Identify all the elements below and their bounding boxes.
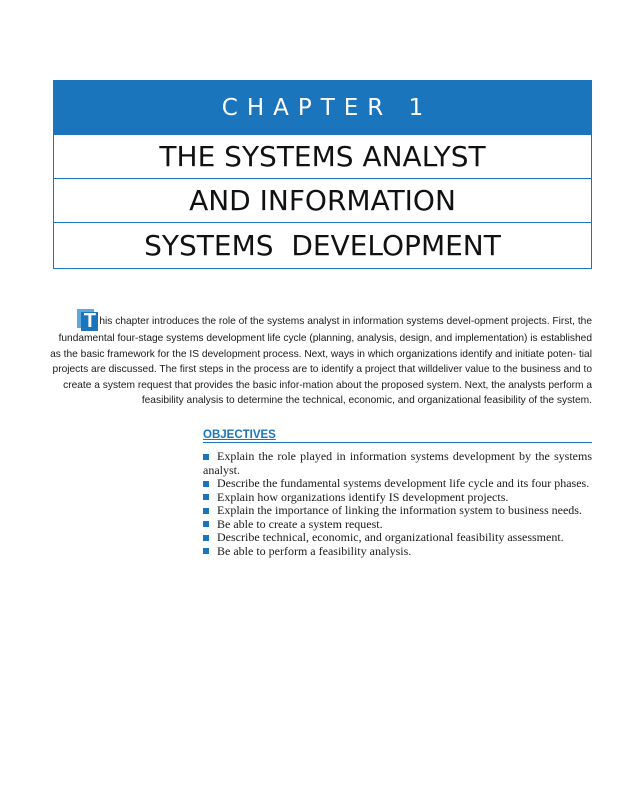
drop-cap: T [81,312,98,331]
intro-text: his chapter introduces the role of the systems analyst in information systems devel-opment projects. First, the fundamental four-stage systems development life cycle (planning, analysis, design, and implementation) is established as the basic framework for the IS development process. Next, ways in which organizations identify and initiate poten- tial projects are discussed. The first steps in the process are to identify a project that willdeliver value to the business and to create a system request that provides the basic infor-mation about the proposed system. Next, the analysts perform a feasibility analysis to determine the technical, economic, and organizational feasibility of the system. [50,316,592,406]
objective-item [203,450,592,477]
objectives-list [203,450,592,558]
chapter-title-line-3: SYSTEMS DEVELOPMENT [54,222,591,268]
objective-item [203,531,592,545]
square-bullet-icon [203,535,209,541]
chapter-title-block [53,80,592,269]
objectives-heading: OBJECTIVES [203,429,592,443]
objective-item [203,545,592,559]
chapter-title-line-1: THE SYSTEMS ANALYST [54,134,591,178]
square-bullet-icon [203,548,209,554]
objective-item [203,504,592,518]
objective-item [203,477,592,491]
objective-text: Explain the role played in information systems development by the systems analyst. [203,449,592,477]
square-bullet-icon [203,494,209,500]
square-bullet-icon [203,521,209,527]
objective-text: Be able to create a system request. [217,516,383,531]
objective-text: Describe technical, economic, and organizational feasibility assessment. [217,530,564,544]
chapter-label: CHAPTER 1 [54,81,591,134]
objective-text: Explain the importance of linking the information system to business needs. [217,503,582,517]
objective-text: Describe the fundamental systems development life cycle and its four phases. [217,476,590,490]
intro-paragraph [47,312,592,409]
objective-item [203,518,592,532]
square-bullet-icon [203,481,209,487]
objective-text: Be able to perform a feasibility analysis. [217,543,412,558]
objectives-section [203,429,592,558]
chapter-title-line-2: AND INFORMATION [54,178,591,222]
objective-item [203,491,592,505]
objective-text: Explain how organizations identify IS development projects. [217,489,509,504]
square-bullet-icon [203,508,209,514]
square-bullet-icon [203,454,209,460]
